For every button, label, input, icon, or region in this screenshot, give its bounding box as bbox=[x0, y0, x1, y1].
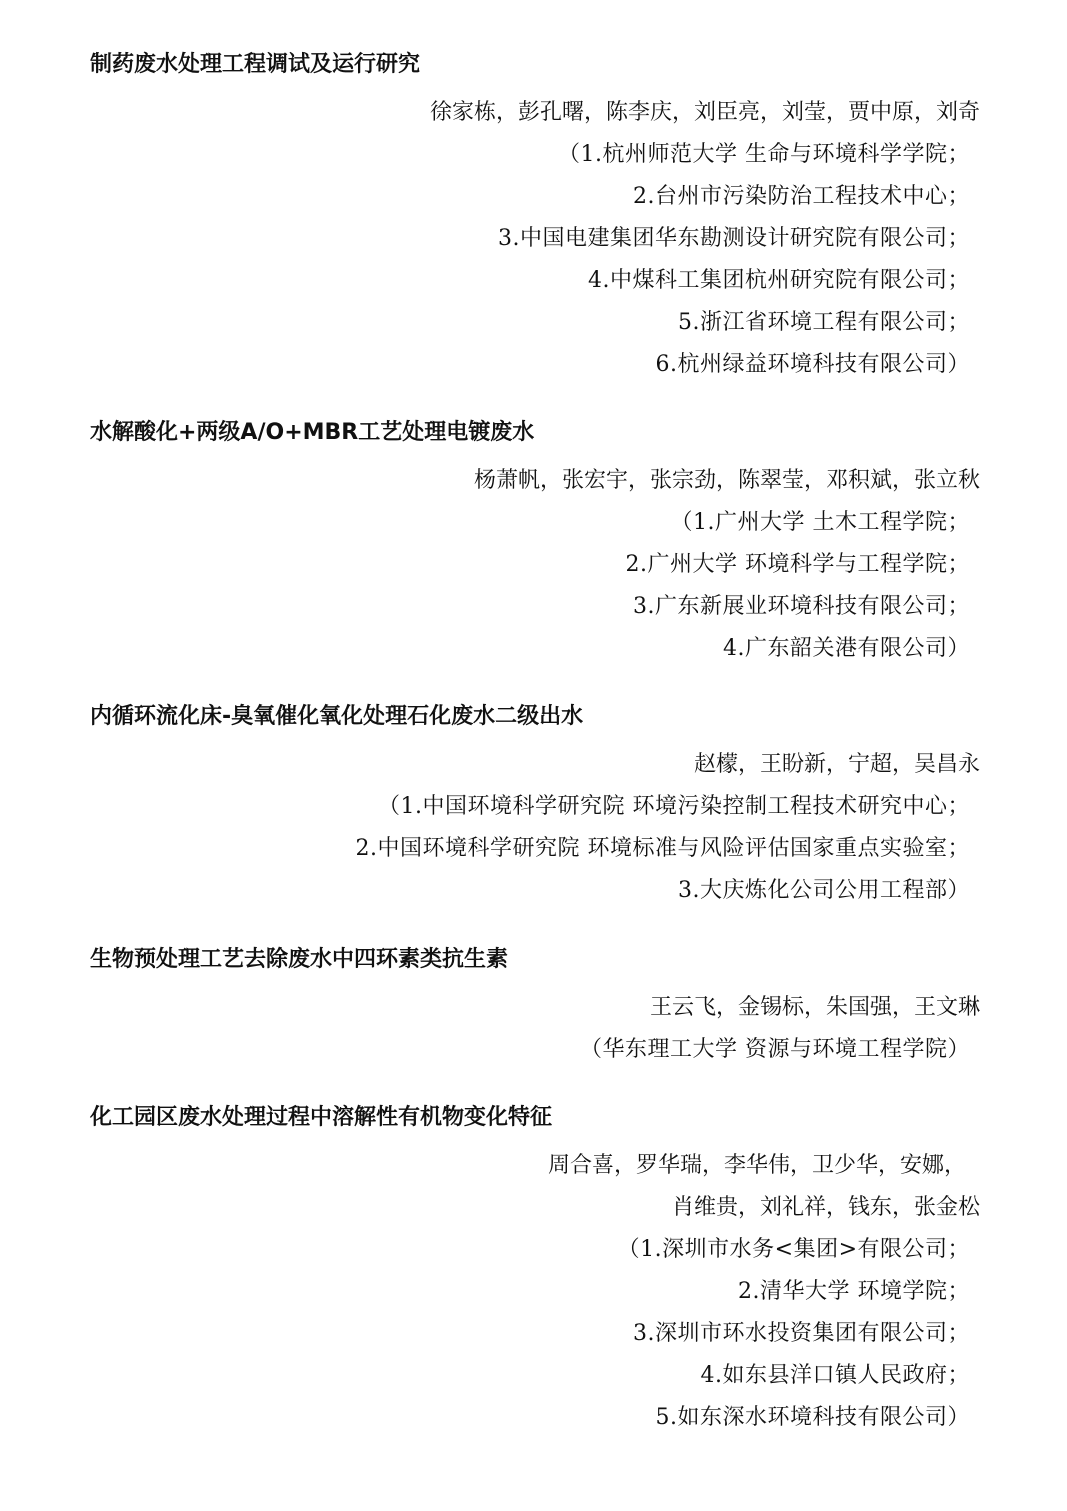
affiliation-line: （1.中国环境科学研究院 环境污染控制工程技术研究中心； bbox=[378, 794, 970, 819]
article-3 bbox=[90, 702, 980, 912]
affiliation-line: 3.大庆炼化公司公用工程部） bbox=[678, 878, 970, 903]
article-title: 水解酸化+两级A/O+MBR工艺处理电镀废水 bbox=[90, 420, 535, 445]
affiliation-line: 4.如东县洋口镇人民政府； bbox=[700, 1363, 970, 1388]
affiliation-line: 4.中煤科工集团杭州研究院有限公司； bbox=[588, 268, 970, 293]
affiliation-line: （1.广州大学 土木工程学院； bbox=[670, 510, 970, 535]
article-1 bbox=[90, 50, 980, 386]
affiliation-line: 2.中国环境科学研究院 环境标准与风险评估国家重点实验室； bbox=[355, 836, 970, 861]
affiliation-line: 2.清华大学 环境学院； bbox=[738, 1279, 970, 1304]
article-title: 制药废水处理工程调试及运行研究 bbox=[90, 52, 421, 77]
affiliation-line: （1.深圳市水务<集团>有限公司； bbox=[617, 1237, 970, 1262]
article-title: 化工园区废水处理过程中溶解性有机物变化特征 bbox=[90, 1105, 553, 1130]
affiliation-line: 4.广东韶关港有限公司） bbox=[723, 636, 970, 661]
affiliation-line: 2.台州市污染防治工程技术中心； bbox=[633, 184, 970, 209]
affiliation-line: （1.杭州师范大学 生命与环境科学学院； bbox=[558, 142, 970, 167]
author-list: 杨萧帆，张宏宇，张宗劲，陈翠莹，邓积斌，张立秋 bbox=[473, 468, 980, 493]
article-title: 内循环流化床-臭氧催化氧化处理石化废水二级出水 bbox=[90, 704, 584, 729]
affiliation-line: 5.如东深水环境科技有限公司） bbox=[655, 1405, 970, 1430]
affiliation-line: 6.杭州绿益环境科技有限公司） bbox=[655, 352, 970, 377]
author-list: 徐家栋，彭孔曙，陈李庆，刘臣亮，刘莹，贾中原，刘奇 bbox=[429, 100, 980, 125]
article-5 bbox=[90, 1103, 980, 1439]
affiliation-line: （华东理工大学 资源与环境工程学院） bbox=[580, 1037, 970, 1062]
article-title: 生物预处理工艺去除废水中四环素类抗生素 bbox=[90, 947, 509, 972]
author-list: 肖维贵，刘礼祥，钱东，张金松 bbox=[671, 1195, 980, 1220]
author-list: 赵檬，王盼新，宁超，吴昌永 bbox=[693, 752, 980, 777]
affiliation-line: 5.浙江省环境工程有限公司； bbox=[678, 310, 970, 335]
affiliation-line: 3.中国电建集团华东勘测设计研究院有限公司； bbox=[498, 226, 970, 251]
article-2 bbox=[90, 418, 980, 670]
affiliation-line: 2.广州大学 环境科学与工程学院； bbox=[625, 552, 970, 577]
author-list: 王云飞，金锡标，朱国强，王文琳 bbox=[649, 995, 980, 1020]
author-list: 周合喜，罗华瑞，李华伟，卫少华，安娜， bbox=[547, 1153, 966, 1178]
affiliation-line: 3.深圳市环水投资集团有限公司； bbox=[633, 1321, 970, 1346]
affiliation-line: 3.广东新展业环境科技有限公司； bbox=[633, 594, 970, 619]
article-4 bbox=[90, 945, 980, 1071]
